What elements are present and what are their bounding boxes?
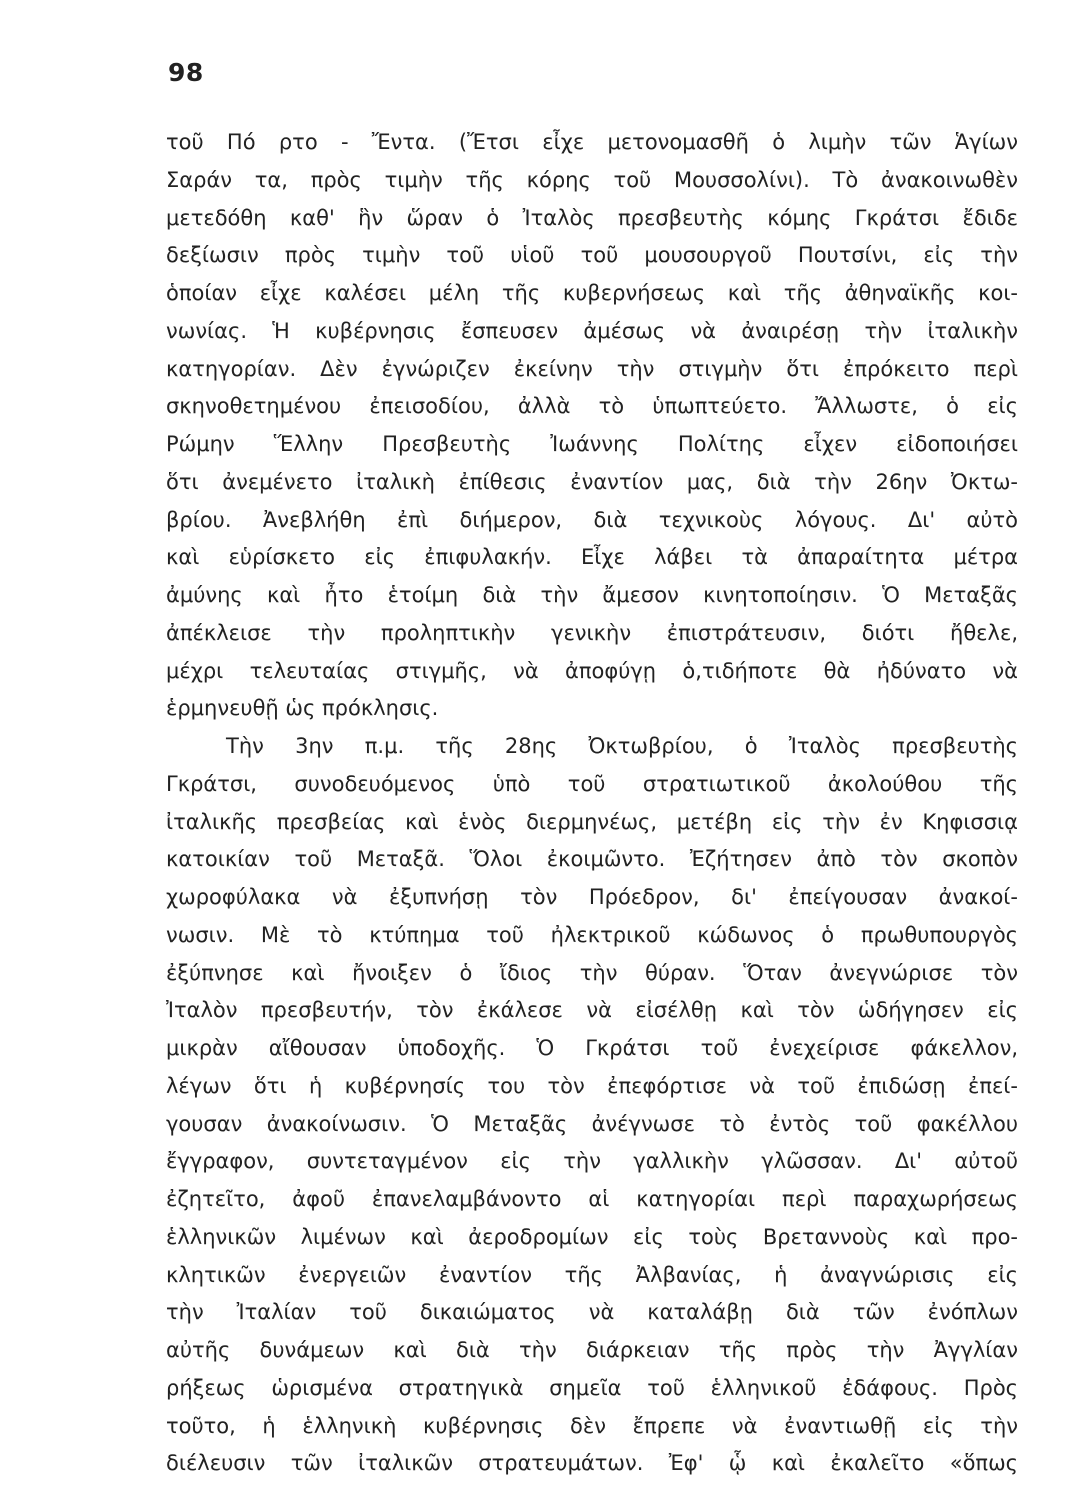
text-line: κλητικῶν ἐνεργειῶν ἐναντίον τῆς Ἀλβανίας, ἡ ἀναγνώρισις εἰς <box>166 1262 1018 1287</box>
text-line: ἐξύπνησε καὶ ἤνοιξεν ὁ ἴδιος τὴν θύραν. Ὅταν ἀνεγνώρισε τὸν <box>166 960 1018 985</box>
text-line: Σαράν τα, πρὸς τιμὴν τῆς κόρης τοῦ Μουσσολίνι). Τὸ ἀνακοινωθὲν <box>166 167 1018 192</box>
paragraph-1 <box>166 124 1018 728</box>
text-line: γουσαν ἀνακοίνωσιν. Ὁ Μεταξᾶς ἀνέγνωσε τὸ ἐντὸς τοῦ φακέλλου <box>166 1111 1018 1136</box>
text-line: νωσιν. Μὲ τὸ κτύπημα τοῦ ἠλεκτρικοῦ κώδωνος ὁ πρωθυπουργὸς <box>166 922 1018 947</box>
text-line: λέγων ὅτι ἡ κυβέρνησίς του τὸν ἐπεφόρτισε νὰ τοῦ ἐπιδώσῃ ἐπεί- <box>166 1073 1018 1098</box>
text-line: σκηνοθετημένου ἐπεισοδίου, ἀλλὰ τὸ ὑπωπτεύετο. Ἄλλωστε, ὁ εἰς <box>166 394 1018 419</box>
page-number: 98 <box>168 58 204 87</box>
text-line: ὅτι ἀνεμένετο ἰταλικὴ ἐπίθεσις ἐναντίον μας, διὰ τὴν 26ην Ὀκτω- <box>166 469 1018 494</box>
text-line: ὁποίαν εἶχε καλέσει μέλη τῆς κυβερνήσεως καὶ τῆς ἀθηναϊκῆς κοι- <box>166 281 1018 305</box>
body-text <box>166 124 1018 1483</box>
text-line: ἑλληνικῶν λιμένων καὶ ἀεροδρομίων εἰς τοὺς Βρεταννοὺς καὶ προ- <box>166 1224 1018 1249</box>
text-line: διέλευσιν τῶν ἰταλικῶν στρατευμάτων. Ἐφ' ᾧ καὶ ἐκαλεῖτο «ὅπως <box>166 1451 1018 1476</box>
paragraph-2 <box>166 728 1018 1483</box>
text-line: κατηγορίαν. Δὲν ἐγνώριζεν ἐκείνην τὴν στιγμὴν ὅτι ἐπρόκειτο περὶ <box>166 356 1018 381</box>
text-line: Ρώμην Ἕλλην Πρεσβευτὴς Ἰωάννης Πολίτης εἶχεν εἰδοποιήσει <box>166 432 1018 456</box>
text-line: ἑρμηνευθῇ ὡς πρόκλησις. <box>166 696 439 721</box>
text-line: Ἰταλὸν πρεσβευτήν, τὸν ἐκάλεσε νὰ εἰσέλθῃ καὶ τὸν ὡδήγησεν εἰς <box>166 998 1018 1023</box>
text-line: ἀμύνης καὶ ἦτο ἑτοίμη διὰ τὴν ἄμεσον κινητοποίησιν. Ὁ Μεταξᾶς <box>166 583 1018 607</box>
text-line: ἰταλικῆς πρεσβείας καὶ ἑνὸς διερμηνέως, μετέβη εἰς τὴν ἐν Κηφισσιᾳ <box>166 809 1018 834</box>
text-line: μετεδόθη καθ' ἣν ὥραν ὁ Ἰταλὸς πρεσβευτὴς κόμης Γκράτσι ἔδιδε <box>166 205 1018 230</box>
text-line: ἀπέκλεισε τὴν προληπτικὴν γενικὴν ἐπιστράτευσιν, διότι ἤθελε, <box>166 620 1018 645</box>
text-line: ρήξεως ὡρισμένα στρατηγικὰ σημεῖα τοῦ ἑλληνικοῦ ἐδάφους. Πρὸς <box>166 1375 1018 1400</box>
text-line: καὶ εὑρίσκετο εἰς ἐπιφυλακήν. Εἶχε λάβει τὰ ἀπαραίτητα μέτρα <box>166 545 1018 570</box>
text-line: τὴν Ἰταλίαν τοῦ δικαιώματος νὰ καταλάβῃ διὰ τῶν ἐνόπλων <box>166 1300 1018 1325</box>
text-line: δεξίωσιν πρὸς τιμὴν τοῦ υἱοῦ τοῦ μουσουργοῦ Πουτσίνι, εἰς τὴν <box>166 243 1018 268</box>
text-line: τοῦ Πό ρτο - Ἔντα. (Ἔτσι εἶχε μετονομασθῆ ὁ λιμὴν τῶν Ἁγίων <box>166 130 1018 154</box>
text-line: Γκράτσι, συνοδευόμενος ὑπὸ τοῦ στρατιωτικοῦ ἀκολούθου τῆς <box>166 771 1018 796</box>
text-line: ἐζητεῖτο, ἀφοῦ ἐπανελαμβάνοντο αἱ κατηγορίαι περὶ παραχωρήσεως <box>166 1187 1018 1211</box>
text-line: κατοικίαν τοῦ Μεταξᾶ. Ὅλοι ἐκοιμῶντο. Ἐζήτησεν ἀπὸ τὸν σκοπὸν <box>166 847 1018 872</box>
text-line: αὐτῆς δυνάμεων καὶ διὰ τὴν διάρκειαν τῆς πρὸς τὴν Ἀγγλίαν <box>166 1338 1018 1362</box>
text-line: Τὴν 3ην π.μ. τῆς 28ης Ὀκτωβρίου, ὁ Ἰταλὸς πρεσβευτὴς <box>226 734 1018 758</box>
text-line: βρίου. Ἀνεβλήθη ἐπὶ διήμερον, διὰ τεχνικοὺς λόγους. Δι' αὐτὸ <box>166 507 1018 532</box>
text-line: τοῦτο, ἡ ἑλληνικὴ κυβέρνησις δὲν ἔπρεπε νὰ ἐναντιωθῇ εἰς τὴν <box>166 1413 1018 1438</box>
text-line: μικρὰν αἴθουσαν ὑποδοχῆς. Ὁ Γκράτσι τοῦ ἐνεχείρισε φάκελλον, <box>166 1036 1018 1060</box>
text-line: μέχρι τελευταίας στιγμῆς, νὰ ἀποφύγῃ ὁ,τιδήποτε θὰ ἠδύνατο νὰ <box>166 658 1018 683</box>
text-line: χωροφύλακα νὰ ἐξυπνήσῃ τὸν Πρόεδρον, δι' ἐπείγουσαν ἀνακοί- <box>166 885 1018 909</box>
text-line: ἔγγραφον, συντεταγμένον εἰς τὴν γαλλικὴν γλῶσσαν. Δι' αὐτοῦ <box>166 1149 1018 1174</box>
text-line: νωνίας. Ἡ κυβέρνησις ἔσπευσεν ἀμέσως νὰ ἀναιρέσῃ τὴν ἰταλικὴν <box>166 318 1018 343</box>
